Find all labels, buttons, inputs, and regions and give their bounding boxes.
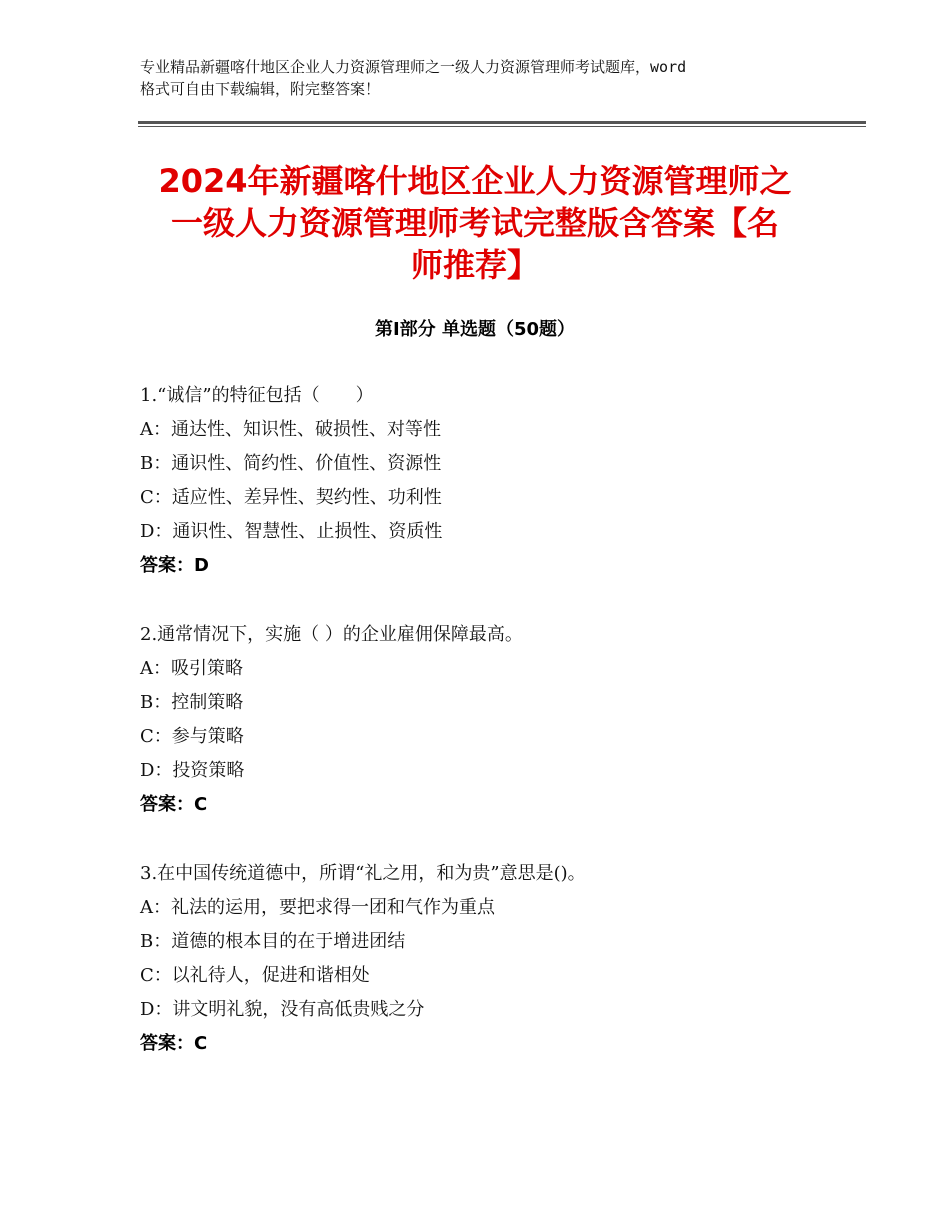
document-title xyxy=(130,160,820,286)
option-a: A：吸引策略 xyxy=(140,658,243,679)
option-d: D：投资策略 xyxy=(140,760,245,781)
title-line: 师推荐】 xyxy=(410,246,539,284)
header-note-line: 格式可自由下载编辑，附完整答案！ xyxy=(140,80,381,98)
question-3 xyxy=(140,857,840,1061)
answer-label: 答案： xyxy=(140,1033,194,1054)
option-a: A：礼法的运用，要把求得一团和气作为重点 xyxy=(140,897,495,918)
answer-line xyxy=(140,1027,840,1061)
option-b: B：控制策略 xyxy=(140,692,244,713)
title-line: 一级人力资源管理师考试完整版含答案【名 xyxy=(170,204,779,242)
question-stem: 1.“诚信”的特征包括（ ） xyxy=(140,385,374,406)
answer-value: C xyxy=(194,794,208,815)
answer-line xyxy=(140,788,840,822)
question-stem: 2.通常情况下，实施（ ）的企业雇佣保障最高。 xyxy=(140,624,523,645)
option-a: A：通达性、知识性、破损性、对等性 xyxy=(140,419,441,440)
header-divider-thick xyxy=(138,121,866,124)
header-note-line: 专业精品新疆喀什地区企业人力资源管理师之一级人力资源管理师考试题库，word xyxy=(140,58,687,76)
header-note xyxy=(140,56,830,100)
question-1 xyxy=(140,379,840,583)
title-line: 2024年新疆喀什地区企业人力资源管理师之 xyxy=(158,162,792,200)
option-d: D：讲文明礼貌，没有高低贵贱之分 xyxy=(140,999,425,1020)
answer-label: 答案： xyxy=(140,794,194,815)
answer-value: D xyxy=(194,555,209,576)
answer-line xyxy=(140,549,840,583)
header-divider-thin xyxy=(138,126,866,127)
section-heading: 第Ⅰ部分 单选题（50题） xyxy=(374,319,575,340)
question-stem: 3.在中国传统道德中，所谓“礼之用，和为贵”意思是()。 xyxy=(140,863,586,884)
option-c: C：以礼待人，促进和谐相处 xyxy=(140,965,370,986)
option-d: D：通识性、智慧性、止损性、资质性 xyxy=(140,521,443,542)
option-c: C：参与策略 xyxy=(140,726,244,747)
option-c: C：适应性、差异性、契约性、功利性 xyxy=(140,487,442,508)
answer-label: 答案： xyxy=(140,555,194,576)
question-2 xyxy=(140,618,840,822)
option-b: B：道德的根本目的在于增进团结 xyxy=(140,931,406,952)
option-b: B：通识性、简约性、价值性、资源性 xyxy=(140,453,442,474)
answer-value: C xyxy=(194,1033,208,1054)
